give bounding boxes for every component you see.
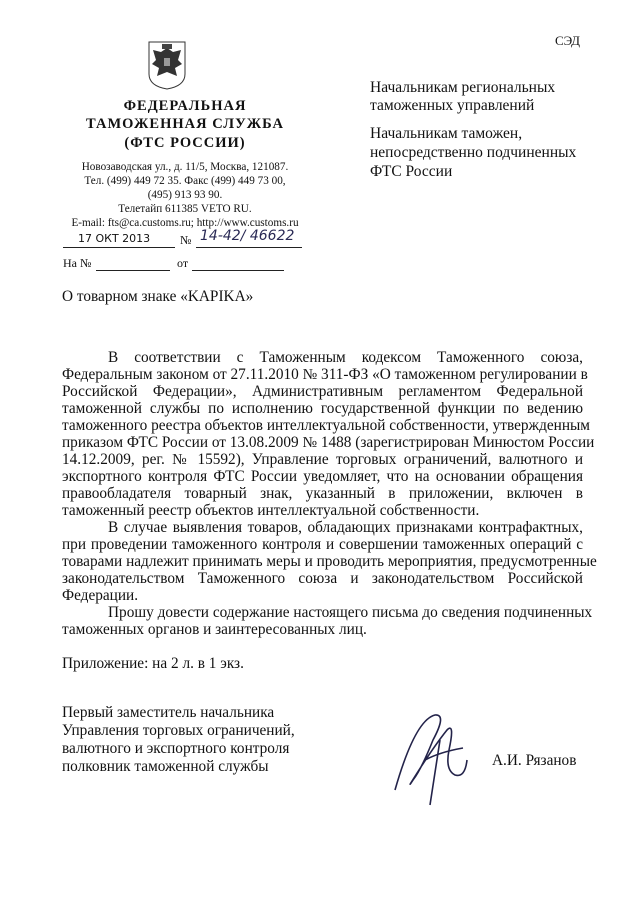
body-line: правообладателя товарный знак, указанный в приложении, включен в (62, 485, 583, 502)
body-line: Федерации. (62, 587, 139, 604)
subject: О товарном знаке «KAPIKA» (62, 288, 254, 305)
body-line: приказом ФТС России от 13.08.2009 № 1488 (зарегистрирован Минюстом России (62, 434, 595, 451)
recipient-line: Начальникам региональных (370, 79, 556, 96)
body-line: таможенного реестра объектов интеллектуальной собственности, утвержденным (62, 417, 590, 434)
body-line: Прошу довести содержание настоящего письма до сведения подчиненных (108, 604, 593, 621)
from-label: от (177, 256, 189, 270)
signer-position: Управления торговых ограничений, (62, 722, 295, 739)
body-line: В соответствии с Таможенным кодексом Таможенного союза, (108, 349, 583, 366)
body-line: таможенных органов и заинтересованных лиц. (62, 621, 367, 638)
signer-name: А.И. Рязанов (492, 752, 577, 769)
org-name-line2: ТАМОЖЕННАЯ СЛУЖБА (86, 116, 284, 132)
body-line: товарами надлежит принимать меры и проводить мероприятия, предусмотренные (62, 553, 597, 570)
body-line: таможенный реестр объектов интеллектуальной собственности. (62, 502, 480, 519)
body-line: законодательством Таможенного союза и законодательством Российской (62, 570, 583, 587)
body-line: при проведении таможенного контроля и совершении таможенных операций с (62, 536, 583, 553)
phone-line: Тел. (499) 449 72 35. Факс (499) 449 73 00, (84, 175, 286, 187)
russian-emblem-icon (147, 40, 187, 90)
recipient-line: таможенных управлений (370, 97, 535, 114)
ref-label: На № (63, 256, 92, 270)
body-line: Российской Федерации», Административным регламентом Федеральной (62, 383, 583, 400)
signer-position: полковник таможенной службы (62, 758, 269, 775)
sed-mark: СЭД (555, 33, 581, 48)
address-line: Новозаводская ул., д. 11/5, Москва, 121087. (81, 161, 289, 173)
handwritten-signature-icon (385, 700, 475, 810)
teletype-line: Телетайп 611385 VETO RU. (118, 203, 252, 215)
phone-line-2: (495) 913 93 90. (147, 189, 223, 201)
body-line: Федеральным законом от 27.11.2010 № 311-ФЗ «О таможенном регулировании в (62, 366, 588, 383)
letter-number: 14-42/ 46622 (200, 228, 295, 244)
signer-position: валютного и экспортного контроля (62, 740, 290, 757)
signer-position: Первый заместитель начальника (62, 704, 275, 721)
body-line: таможенной службы по исполнению государственной функции по ведению (62, 400, 583, 417)
recipient-line: непосредственно подчиненных (370, 144, 577, 161)
body-line: экспортного контроля ФТС России уведомляет, что на основании обращения (62, 468, 583, 485)
email-line: E-mail: fts@ca.customs.ru; http://www.customs.ru (71, 217, 299, 229)
attachment-note: Приложение: на 2 л. в 1 экз. (62, 655, 244, 672)
body-line: В случае выявления товаров, обладающих признаками контрафактных, (108, 519, 583, 536)
recipient-line: ФТС России (370, 163, 453, 180)
body-line: 14.12.2009, рег. № 15592), Управление торговых ограничений, валютного и (62, 451, 583, 468)
number-label: № (180, 233, 192, 247)
recipient-line: Начальникам таможен, (370, 125, 523, 142)
letter-date: 17 ОКТ 2013 (78, 232, 151, 245)
org-name-line3: (ФТС РОССИИ) (124, 135, 246, 151)
org-name-line1: ФЕДЕРАЛЬНАЯ (123, 98, 247, 114)
